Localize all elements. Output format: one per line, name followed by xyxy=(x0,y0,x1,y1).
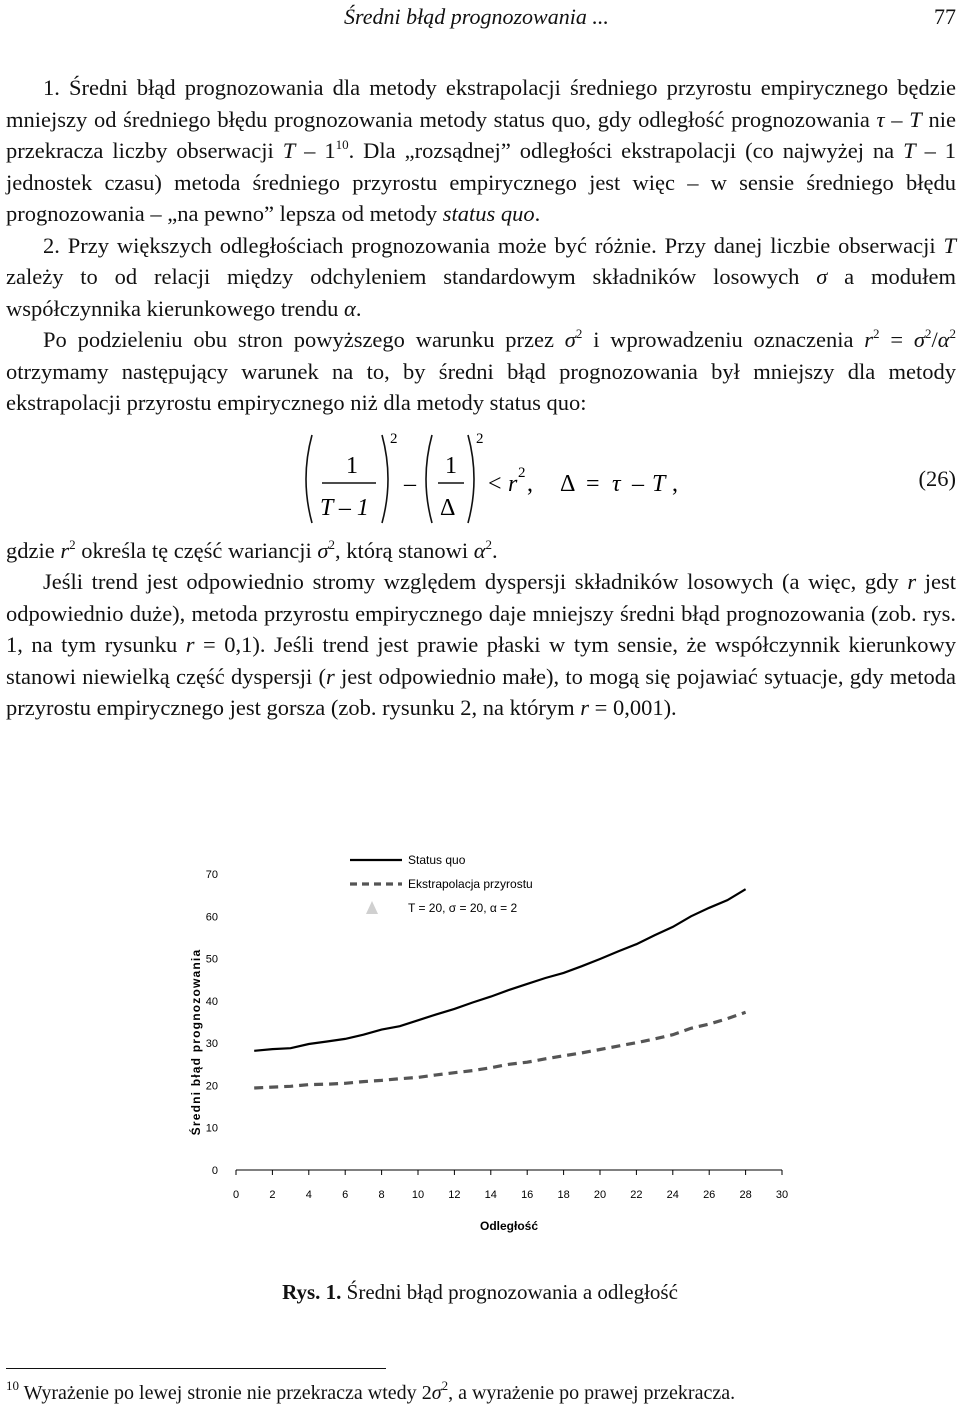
footnote-ref: 10 xyxy=(335,137,349,152)
y-tick-label: 20 xyxy=(205,1080,218,1093)
text: , którą stanowi xyxy=(334,537,474,563)
tau-symbol: τ xyxy=(876,106,885,132)
text: – 1 jednostek czasu) metoda średniego przyrostu empirycznego jest więc – w sensie średniego błędu prognozowania – „na pewno” lepsza od metody xyxy=(6,138,957,226)
paragraph-1 xyxy=(6,72,956,230)
x-tick-label: 14 xyxy=(484,1189,497,1201)
text: zależy to od relacji między odchyleniem standardowym składników losowych xyxy=(6,264,817,289)
footnote-mark: 10 xyxy=(6,1378,19,1393)
exponent: 2 xyxy=(441,1378,449,1393)
tau-symbol: τ xyxy=(612,470,621,497)
caption-text: Średni błąd prognozowania a odległość xyxy=(341,1280,678,1304)
formula-26 xyxy=(6,429,956,529)
x-tick-label: 16 xyxy=(521,1189,534,1201)
y-tick-label: 10 xyxy=(205,1122,218,1135)
exponent: 2 xyxy=(873,326,880,341)
r-symbol: r xyxy=(580,695,589,720)
T-symbol: T xyxy=(652,470,666,497)
text: / xyxy=(931,327,938,352)
frac1-numerator: 1 xyxy=(346,452,358,479)
figure-1-chart xyxy=(180,840,800,1260)
x-tick-label: 0 xyxy=(232,1189,240,1201)
less-than: < xyxy=(488,470,502,497)
sigma-symbol: σ xyxy=(431,1382,442,1404)
alpha-symbol: α xyxy=(473,537,486,563)
sigma-symbol: σ xyxy=(317,537,329,563)
legend-label-status-quo: Status quo xyxy=(408,853,466,867)
sigma-symbol: σ xyxy=(816,264,828,289)
exponent: 2 xyxy=(575,326,583,341)
text: . xyxy=(355,295,362,321)
x-tick-label: 30 xyxy=(775,1189,789,1201)
comma: , xyxy=(527,470,533,497)
text: otrzymamy następujący warunek na to, by średni błąd prognozowania był mniejszy dla metody ekstrapolacji przyrostu empirycznego niż dla metody status quo: xyxy=(6,358,956,415)
paragraph-5 xyxy=(6,566,956,724)
x-tick-label: 22 xyxy=(630,1189,643,1201)
caption-label: Rys. 1. xyxy=(282,1280,342,1304)
x-tick-label: 12 xyxy=(448,1189,461,1201)
r-symbol: r xyxy=(60,537,70,563)
frac1-exponent: 2 xyxy=(390,430,398,447)
paragraph-2 xyxy=(6,230,956,325)
running-title: Średni błąd prognozowania ... xyxy=(344,4,609,29)
alpha-symbol: α xyxy=(937,327,950,352)
text: Jeśli trend jest odpowiednio stromy względem dyspersji składników losowych (a więc, gdy xyxy=(43,569,908,594)
T-symbol: T xyxy=(909,106,922,132)
left-paren xyxy=(306,435,312,523)
text: . Dla „rozsądnej” odległości ekstrapolacji (co najwyżej na xyxy=(348,138,904,163)
figure-caption xyxy=(0,1280,960,1305)
comma: , xyxy=(672,470,678,497)
minus-sign: – xyxy=(404,470,416,497)
text: – 1 xyxy=(295,138,336,163)
sigma-symbol: σ xyxy=(564,327,576,352)
right-paren xyxy=(468,435,474,523)
exponent: 2 xyxy=(328,536,335,552)
exponent: 2 xyxy=(69,536,76,552)
text: Wyrażenie po lewej stronie nie przekracza wtedy xyxy=(19,1382,422,1404)
T-symbol: T xyxy=(903,138,916,163)
formula-graphic xyxy=(302,429,722,529)
T-symbol: T xyxy=(943,232,956,258)
y-axis-label: Średni błąd prognozowania xyxy=(189,948,203,1136)
y-tick-label: 40 xyxy=(205,995,218,1008)
paragraph-4 xyxy=(6,535,956,567)
left-paren xyxy=(426,435,432,523)
x-tick-label: 8 xyxy=(378,1189,385,1201)
equation-number: (26) xyxy=(918,465,956,491)
text: jest odpowiednio duże), metoda przyrostu empirycznego daje mniejszy średni błąd prognozowania (zob. rys. 1, na tym rysunku xyxy=(6,569,956,657)
r-symbol: r xyxy=(508,470,518,497)
sigma-symbol: σ xyxy=(913,327,925,352)
text: = 0,001). xyxy=(589,695,677,720)
y-tick-label: 60 xyxy=(205,911,218,924)
text: Po podzieleniu obu stron powyższego warunku przez xyxy=(43,327,565,352)
frac2-denominator: Δ xyxy=(440,494,456,521)
exponent: 2 xyxy=(485,536,493,552)
r-symbol: r xyxy=(907,569,917,594)
text: a modułem współczynnika kierunkowego trendu xyxy=(6,264,956,321)
text: gdzie xyxy=(6,537,61,563)
x-tick-label: 4 xyxy=(305,1189,312,1201)
frac2-exponent: 2 xyxy=(476,430,484,447)
x-tick-label: 18 xyxy=(557,1189,570,1201)
text: 2. Przy większych odległościach prognozowania może być różnie. Przy danej liczbie obserwacji xyxy=(43,232,944,258)
minus-sign: – xyxy=(632,470,644,497)
frac1-denominator: T – 1 xyxy=(320,494,369,521)
text: = 0,1). Jeśli trend jest prawie płaski w tym sensie, że współczynnik kierunkowy stanowi niewielką część dyspersji ( xyxy=(6,632,956,689)
text: Średni błąd prognozowania dla metody ekstrapolacji średniego przyrostu empirycznego będzie mniejszy od średniego błędu prognozowania metody status quo, gdy odległość prognozowania xyxy=(6,75,956,132)
r-exponent: 2 xyxy=(518,464,526,481)
exponent: 2 xyxy=(924,326,932,341)
series-line-2 xyxy=(254,1012,745,1088)
y-tick-label: 70 xyxy=(205,869,218,881)
footnote xyxy=(6,1378,736,1405)
body-text xyxy=(6,72,956,724)
text: 2 xyxy=(421,1382,432,1404)
x-tick-label: 26 xyxy=(703,1189,716,1201)
x-tick-label: 20 xyxy=(593,1189,607,1201)
legend-parameters: T = 20, σ = 20, α = 2 xyxy=(408,901,518,915)
legend-label-ekstrapolacja: Ekstrapolacja przyrostu xyxy=(408,877,533,891)
x-tick-label: 24 xyxy=(666,1189,679,1201)
equals-sign: = xyxy=(586,470,600,497)
text: . xyxy=(492,537,498,563)
legend-marker-triangle xyxy=(366,901,378,914)
text: i wprowadzeniu oznaczenia xyxy=(582,327,865,352)
r-symbol: r xyxy=(325,663,335,689)
T-symbol: T xyxy=(282,138,296,163)
running-header xyxy=(0,4,960,32)
x-tick-label: 28 xyxy=(739,1189,752,1201)
status-quo-term: status quo xyxy=(442,201,535,226)
item-number-1: 1. xyxy=(43,75,60,100)
exponent: 2 xyxy=(949,326,957,341)
page-number: 77 xyxy=(934,4,956,29)
right-paren xyxy=(382,435,388,523)
x-tick-label: 10 xyxy=(411,1189,425,1201)
text: jest odpowiednio małe), to mogą się pojawiać sytuacje, gdy metoda przyrostu empirycznego jest gorsza (zob. rysunku 2, na którym xyxy=(6,663,956,720)
y-tick-label: 30 xyxy=(205,1038,218,1051)
x-tick-label: 6 xyxy=(342,1189,349,1201)
x-tick-label: 2 xyxy=(269,1189,276,1201)
frac2-numerator: 1 xyxy=(445,452,457,479)
r-symbol: r xyxy=(185,632,195,657)
delta-symbol: Δ xyxy=(560,470,576,497)
text: – xyxy=(884,106,910,132)
text: określa tę część wariancji xyxy=(75,537,318,563)
alpha-symbol: α xyxy=(344,295,356,321)
text: . xyxy=(534,201,541,226)
footnote-divider xyxy=(6,1368,386,1369)
y-tick-label: 0 xyxy=(211,1165,218,1177)
r-symbol: r xyxy=(864,327,874,352)
paragraph-3 xyxy=(6,324,956,419)
text: nie przekracza liczby obserwacji xyxy=(6,106,956,163)
text: = xyxy=(879,327,914,352)
text: , a wyrażenie po prawej przekracza. xyxy=(448,1382,736,1404)
y-tick-label: 50 xyxy=(205,953,218,966)
x-axis-label: Odległość xyxy=(479,1219,539,1233)
